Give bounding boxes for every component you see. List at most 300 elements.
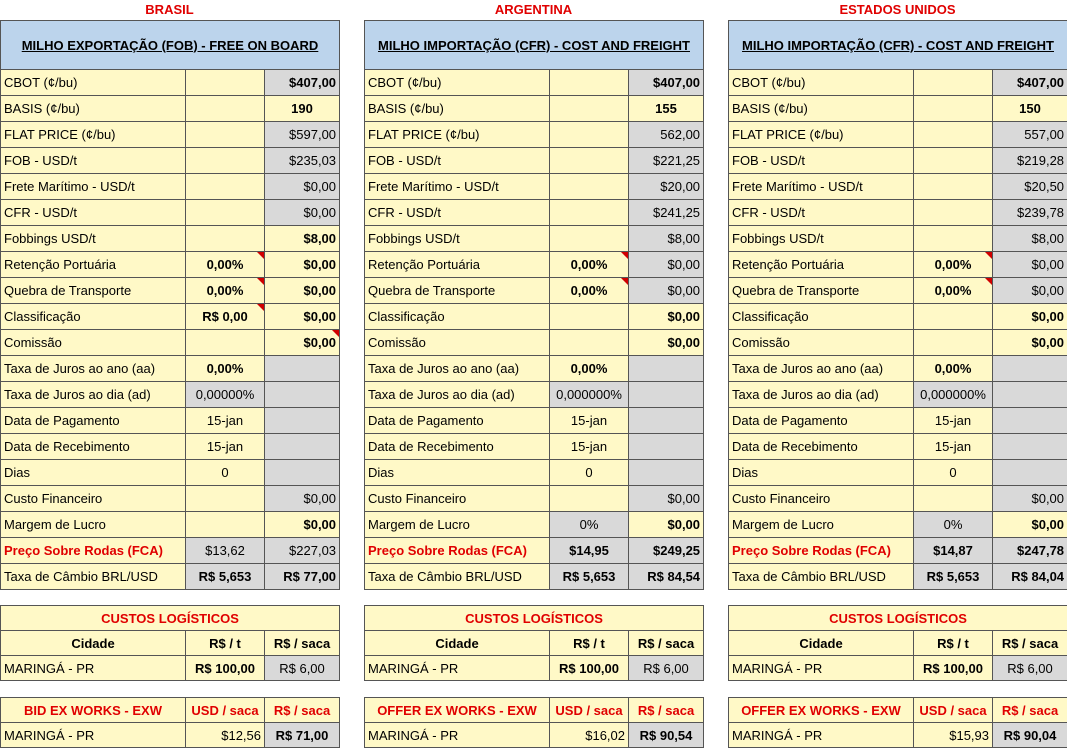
row-custo-financeiro	[365, 486, 704, 512]
cell-value[interactable]: $0,00	[265, 278, 340, 304]
cell-label[interactable]: Classificação	[365, 304, 550, 330]
exw-title[interactable]: BID EX WORKS - EXW	[1, 698, 186, 723]
cell-mid[interactable]	[550, 96, 629, 122]
cell-mid[interactable]: 0,00%	[186, 278, 265, 304]
panel-brasil	[0, 0, 339, 743]
cell-value[interactable]: $0,00	[993, 304, 1067, 330]
logistics-rt[interactable]: R$ 100,00	[550, 656, 629, 681]
row-dias	[729, 460, 1067, 486]
row-quebra	[1, 278, 340, 304]
cell-label[interactable]: Retenção Portuária	[729, 252, 914, 278]
col-header-brl[interactable]: R$ / saca	[265, 698, 340, 723]
row-recebimento	[365, 434, 704, 460]
cell-label[interactable]: FLAT PRICE (¢/bu)	[1, 122, 186, 148]
cell-label[interactable]: Margem de Lucro	[365, 512, 550, 538]
cell-label[interactable]: FOB - USD/t	[1, 148, 186, 174]
cell-mid[interactable]	[914, 70, 993, 96]
cell-value[interactable]: $0,00	[629, 278, 704, 304]
cell-mid[interactable]: 0,000000%	[550, 382, 629, 408]
logistics-rt[interactable]: R$ 100,00	[186, 656, 265, 681]
cell-value[interactable]: $0,00	[993, 486, 1067, 512]
cell-value[interactable]: $241,25	[629, 200, 704, 226]
cell-label[interactable]: Taxa de Juros ao ano (aa)	[365, 356, 550, 382]
row-basis	[1, 96, 340, 122]
cell-mid[interactable]: 0,00%	[186, 356, 265, 382]
country-title: ARGENTINA	[494, 2, 573, 17]
row-comissao	[729, 330, 1067, 356]
row-juros-aa	[729, 356, 1067, 382]
row-basis	[365, 96, 704, 122]
cell-label[interactable]: Classificação	[1, 304, 186, 330]
cell-mid[interactable]	[550, 70, 629, 96]
cell-label[interactable]: FOB - USD/t	[729, 148, 914, 174]
row-basis	[729, 96, 1067, 122]
logistics-table	[0, 605, 340, 681]
cell-label[interactable]: Quebra de Transporte	[729, 278, 914, 304]
cell-value[interactable]: $0,00	[265, 174, 340, 200]
cell-value[interactable]: $0,00	[629, 252, 704, 278]
col-header-usd[interactable]: USD / saca	[914, 698, 993, 723]
cell-value[interactable]: $247,78	[993, 538, 1067, 564]
cell-label[interactable]: Data de Pagamento	[729, 408, 914, 434]
row-frete	[1, 174, 340, 200]
row-dias	[365, 460, 704, 486]
cell-mid[interactable]: 0,00%	[914, 252, 993, 278]
cell-value[interactable]: $0,00	[993, 252, 1067, 278]
row-fobbings	[365, 226, 704, 252]
cell-value[interactable]: $0,00	[629, 304, 704, 330]
cell-value[interactable]	[265, 434, 340, 460]
cell-label[interactable]: Fobbings USD/t	[1, 226, 186, 252]
cell-label[interactable]: Dias	[365, 460, 550, 486]
col-header-city[interactable]: Cidade	[729, 631, 914, 656]
col-header-usd[interactable]: USD / saca	[186, 698, 265, 723]
cell-mid[interactable]	[186, 174, 265, 200]
cell-mid[interactable]: 0	[550, 460, 629, 486]
row-fca	[1, 538, 340, 564]
logistics-city[interactable]: MARINGÁ - PR	[729, 656, 914, 681]
cell-label[interactable]: Data de Recebimento	[365, 434, 550, 460]
logistics-table	[728, 605, 1067, 681]
logistics-rt[interactable]: R$ 100,00	[914, 656, 993, 681]
cell-label[interactable]: CFR - USD/t	[1, 200, 186, 226]
row-fobbings	[729, 226, 1067, 252]
row-retencao	[729, 252, 1067, 278]
cell-label[interactable]: Preço Sobre Rodas (FCA)	[1, 538, 186, 564]
cell-value[interactable]	[993, 356, 1067, 382]
cell-mid[interactable]	[550, 330, 629, 356]
cell-label[interactable]: Taxa de Câmbio BRL/USD	[729, 564, 914, 590]
table-title[interactable]: MILHO IMPORTAÇÃO (CFR) - COST AND FREIGHT	[729, 21, 1067, 70]
row-juros-aa	[365, 356, 704, 382]
cell-mid[interactable]: 0	[186, 460, 265, 486]
cell-value[interactable]: $8,00	[265, 226, 340, 252]
cell-label[interactable]: Data de Recebimento	[1, 434, 186, 460]
cell-value[interactable]: $0,00	[993, 330, 1067, 356]
cell-mid[interactable]	[186, 330, 265, 356]
row-classificacao	[1, 304, 340, 330]
row-cambio	[1, 564, 340, 590]
row-quebra	[729, 278, 1067, 304]
cell-label[interactable]: CBOT (¢/bu)	[729, 70, 914, 96]
cell-label[interactable]: Margem de Lucro	[729, 512, 914, 538]
cell-mid[interactable]: R$ 0,00	[186, 304, 265, 330]
cell-label[interactable]: Quebra de Transporte	[365, 278, 550, 304]
cell-label[interactable]: Taxa de Juros ao dia (ad)	[729, 382, 914, 408]
cell-mid[interactable]: R$ 5,653	[186, 564, 265, 590]
cell-value[interactable]: $0,00	[265, 252, 340, 278]
exw-table	[364, 697, 704, 748]
cell-label[interactable]: CFR - USD/t	[729, 200, 914, 226]
row-juros-ad	[365, 382, 704, 408]
cell-value[interactable]	[993, 434, 1067, 460]
cell-mid[interactable]	[914, 304, 993, 330]
row-frete	[729, 174, 1067, 200]
exw-city[interactable]: MARINGÁ - PR	[365, 723, 550, 748]
cell-label[interactable]: CBOT (¢/bu)	[365, 70, 550, 96]
cell-value[interactable]: $0,00	[993, 278, 1067, 304]
exw-usd[interactable]: $12,56	[186, 723, 265, 748]
exw-city[interactable]: MARINGÁ - PR	[1, 723, 186, 748]
cell-label[interactable]: BASIS (¢/bu)	[1, 96, 186, 122]
cell-value[interactable]: $407,00	[629, 70, 704, 96]
cell-value[interactable]: 155	[629, 96, 704, 122]
row-custo-financeiro	[729, 486, 1067, 512]
cell-label[interactable]: Taxa de Câmbio BRL/USD	[365, 564, 550, 590]
cell-mid[interactable]	[914, 96, 993, 122]
col-header-rt[interactable]: R$ / t	[186, 631, 265, 656]
cell-value[interactable]: $221,25	[629, 148, 704, 174]
col-header-rs[interactable]: R$ / saca	[993, 631, 1067, 656]
cell-value[interactable]: $219,28	[993, 148, 1067, 174]
exw-city[interactable]: MARINGÁ - PR	[729, 723, 914, 748]
cell-value[interactable]: $0,00	[265, 512, 340, 538]
cell-value[interactable]	[993, 408, 1067, 434]
cell-label[interactable]: Custo Financeiro	[729, 486, 914, 512]
cell-label[interactable]: Data de Recebimento	[729, 434, 914, 460]
cell-value[interactable]: $227,03	[265, 538, 340, 564]
cell-value[interactable]: 190	[265, 96, 340, 122]
cell-label[interactable]: Dias	[1, 460, 186, 486]
cell-mid[interactable]	[186, 96, 265, 122]
cell-value[interactable]: $20,00	[629, 174, 704, 200]
table-header-row	[729, 21, 1067, 70]
row-margem	[1, 512, 340, 538]
cell-mid[interactable]: 15-jan	[186, 434, 265, 460]
cell-label[interactable]: Comissão	[365, 330, 550, 356]
cell-value[interactable]: 557,00	[993, 122, 1067, 148]
row-juros-ad	[1, 382, 340, 408]
row-retencao	[365, 252, 704, 278]
panel-argentina	[364, 0, 703, 743]
cell-mid[interactable]	[914, 122, 993, 148]
cell-value[interactable]	[993, 460, 1067, 486]
row-fob	[365, 148, 704, 174]
exw-brl[interactable]: R$ 90,04	[993, 723, 1067, 748]
cell-mid[interactable]	[550, 200, 629, 226]
row-cbot	[1, 70, 340, 96]
cell-mid[interactable]	[550, 122, 629, 148]
cell-value[interactable]	[265, 408, 340, 434]
pricing-table	[728, 20, 1067, 590]
cell-value[interactable]: R$ 84,54	[629, 564, 704, 590]
row-fca	[365, 538, 704, 564]
cell-mid[interactable]	[914, 148, 993, 174]
cell-value[interactable]	[265, 460, 340, 486]
logistics-rs[interactable]: R$ 6,00	[629, 656, 704, 681]
cell-mid[interactable]	[550, 174, 629, 200]
cell-mid[interactable]: R$ 5,653	[914, 564, 993, 590]
cell-value[interactable]: $20,50	[993, 174, 1067, 200]
row-quebra	[365, 278, 704, 304]
cell-mid[interactable]: 0%	[914, 512, 993, 538]
logistics-title[interactable]: CUSTOS LOGÍSTICOS	[729, 606, 1067, 631]
cell-mid[interactable]: R$ 5,653	[550, 564, 629, 590]
exw-table	[728, 697, 1067, 748]
row-comissao	[1, 330, 340, 356]
cell-label[interactable]: Data de Pagamento	[365, 408, 550, 434]
cell-mid[interactable]: $14,95	[550, 538, 629, 564]
cell-mid[interactable]: 0,00%	[914, 356, 993, 382]
cell-mid[interactable]: 15-jan	[914, 434, 993, 460]
cell-value[interactable]	[629, 434, 704, 460]
col-header-usd[interactable]: USD / saca	[550, 698, 629, 723]
cell-value[interactable]	[629, 408, 704, 434]
cell-mid[interactable]: 0,00%	[186, 252, 265, 278]
row-cbot	[729, 70, 1067, 96]
row-cfr	[729, 200, 1067, 226]
row-pagamento	[1, 408, 340, 434]
cell-label[interactable]: CBOT (¢/bu)	[1, 70, 186, 96]
exw-usd[interactable]: $15,93	[914, 723, 993, 748]
cell-mid[interactable]: 0	[914, 460, 993, 486]
cell-value[interactable]: $0,00	[265, 200, 340, 226]
table-header-row	[1, 21, 340, 70]
cell-label[interactable]: BASIS (¢/bu)	[365, 96, 550, 122]
cell-value[interactable]: $0,00	[265, 486, 340, 512]
cell-mid[interactable]: 15-jan	[186, 408, 265, 434]
country-title: ESTADOS UNIDOS	[839, 2, 956, 17]
cell-label[interactable]: Preço Sobre Rodas (FCA)	[729, 538, 914, 564]
cell-value[interactable]: $407,00	[993, 70, 1067, 96]
row-margem	[365, 512, 704, 538]
cell-label[interactable]: Frete Marítimo - USD/t	[729, 174, 914, 200]
col-header-brl[interactable]: R$ / saca	[629, 698, 704, 723]
logistics-city[interactable]: MARINGÁ - PR	[365, 656, 550, 681]
row-margem	[729, 512, 1067, 538]
cell-value[interactable]: $597,00	[265, 122, 340, 148]
cell-label[interactable]: Classificação	[729, 304, 914, 330]
cell-mid[interactable]	[186, 226, 265, 252]
cell-value[interactable]	[993, 382, 1067, 408]
logistics-rs[interactable]: R$ 6,00	[993, 656, 1067, 681]
row-cfr	[1, 200, 340, 226]
exw-table	[0, 697, 340, 748]
cell-mid[interactable]: 0,00%	[550, 278, 629, 304]
exw-brl[interactable]: R$ 71,00	[265, 723, 340, 748]
col-header-city[interactable]: Cidade	[1, 631, 186, 656]
cell-value[interactable]: R$ 84,04	[993, 564, 1067, 590]
cell-mid[interactable]: 15-jan	[550, 408, 629, 434]
cell-label[interactable]: Retenção Portuária	[365, 252, 550, 278]
cell-mid[interactable]: 15-jan	[914, 408, 993, 434]
cell-mid[interactable]: 0,00%	[550, 356, 629, 382]
cell-mid[interactable]	[550, 226, 629, 252]
cell-value[interactable]	[629, 460, 704, 486]
cell-mid[interactable]: $14,87	[914, 538, 993, 564]
row-classificacao	[729, 304, 1067, 330]
cell-mid[interactable]	[914, 226, 993, 252]
cell-value[interactable]: $0,00	[993, 512, 1067, 538]
row-flat-price	[1, 122, 340, 148]
cell-mid[interactable]: 15-jan	[550, 434, 629, 460]
col-header-brl[interactable]: R$ / saca	[993, 698, 1067, 723]
cell-mid[interactable]: 0,00%	[550, 252, 629, 278]
cell-value[interactable]: 150	[993, 96, 1067, 122]
cell-value[interactable]	[629, 356, 704, 382]
cell-mid[interactable]	[550, 148, 629, 174]
cell-value[interactable]	[629, 382, 704, 408]
cell-mid[interactable]	[186, 486, 265, 512]
row-juros-aa	[1, 356, 340, 382]
row-classificacao	[365, 304, 704, 330]
cell-label[interactable]: Comissão	[729, 330, 914, 356]
cell-label[interactable]: Custo Financeiro	[1, 486, 186, 512]
row-cambio	[729, 564, 1067, 590]
cell-mid[interactable]	[186, 70, 265, 96]
cell-value[interactable]: $8,00	[629, 226, 704, 252]
country-title: BRASIL	[145, 2, 194, 17]
cell-value[interactable]: $235,03	[265, 148, 340, 174]
logistics-title[interactable]: CUSTOS LOGÍSTICOS	[365, 606, 704, 631]
panel-estados-unidos	[728, 0, 1067, 743]
exw-title[interactable]: OFFER EX WORKS - EXW	[729, 698, 914, 723]
cell-label[interactable]: Retenção Portuária	[1, 252, 186, 278]
row-fob	[729, 148, 1067, 174]
cell-label[interactable]: Comissão	[1, 330, 186, 356]
cell-mid[interactable]	[186, 512, 265, 538]
row-cambio	[365, 564, 704, 590]
cell-mid[interactable]	[914, 330, 993, 356]
pricing-table	[0, 20, 340, 590]
cell-value[interactable]	[265, 382, 340, 408]
cell-value[interactable]: $239,78	[993, 200, 1067, 226]
row-frete	[365, 174, 704, 200]
row-comissao	[365, 330, 704, 356]
logistics-city[interactable]: MARINGÁ - PR	[1, 656, 186, 681]
cell-label[interactable]: Fobbings USD/t	[729, 226, 914, 252]
cell-label[interactable]: Frete Marítimo - USD/t	[1, 174, 186, 200]
row-pagamento	[729, 408, 1067, 434]
cell-label[interactable]: Preço Sobre Rodas (FCA)	[365, 538, 550, 564]
cell-mid[interactable]: 0,00000%	[186, 382, 265, 408]
cell-mid[interactable]	[914, 200, 993, 226]
cell-label[interactable]: Data de Pagamento	[1, 408, 186, 434]
cell-label[interactable]: FLAT PRICE (¢/bu)	[365, 122, 550, 148]
cell-label[interactable]: Custo Financeiro	[365, 486, 550, 512]
cell-value[interactable]: $407,00	[265, 70, 340, 96]
row-dias	[1, 460, 340, 486]
col-header-rt[interactable]: R$ / t	[914, 631, 993, 656]
row-fob	[1, 148, 340, 174]
cell-label[interactable]: Taxa de Câmbio BRL/USD	[1, 564, 186, 590]
col-header-city[interactable]: Cidade	[365, 631, 550, 656]
row-recebimento	[1, 434, 340, 460]
logistics-table	[364, 605, 704, 681]
table-title[interactable]: MILHO IMPORTAÇÃO (CFR) - COST AND FREIGHT	[365, 21, 704, 70]
cell-label[interactable]: Quebra de Transporte	[1, 278, 186, 304]
cell-value[interactable]: R$ 77,00	[265, 564, 340, 590]
row-cbot	[365, 70, 704, 96]
row-flat-price	[365, 122, 704, 148]
col-header-rt[interactable]: R$ / t	[550, 631, 629, 656]
cell-label[interactable]: Frete Marítimo - USD/t	[365, 174, 550, 200]
cell-mid[interactable]: 0,000000%	[914, 382, 993, 408]
col-header-rs[interactable]: R$ / saca	[629, 631, 704, 656]
row-retencao	[1, 252, 340, 278]
row-fca	[729, 538, 1067, 564]
logistics-rs[interactable]: R$ 6,00	[265, 656, 340, 681]
cell-label[interactable]: Fobbings USD/t	[365, 226, 550, 252]
cell-value[interactable]: $8,00	[993, 226, 1067, 252]
cell-mid[interactable]	[550, 486, 629, 512]
cell-value[interactable]: $0,00	[629, 512, 704, 538]
cell-label[interactable]: Taxa de Juros ao ano (aa)	[729, 356, 914, 382]
table-title[interactable]: MILHO EXPORTAÇÃO (FOB) - FREE ON BOARD	[1, 21, 340, 70]
cell-mid[interactable]	[186, 200, 265, 226]
row-recebimento	[729, 434, 1067, 460]
row-flat-price	[729, 122, 1067, 148]
cell-mid[interactable]: 0,00%	[914, 278, 993, 304]
row-pagamento	[365, 408, 704, 434]
row-cfr	[365, 200, 704, 226]
cell-value[interactable]: $249,25	[629, 538, 704, 564]
cell-label[interactable]: CFR - USD/t	[365, 200, 550, 226]
pricing-table	[364, 20, 704, 590]
cell-mid[interactable]: 0%	[550, 512, 629, 538]
cell-value[interactable]: $0,00	[629, 486, 704, 512]
exw-title[interactable]: OFFER EX WORKS - EXW	[365, 698, 550, 723]
row-fobbings	[1, 226, 340, 252]
cell-value[interactable]: $0,00	[265, 330, 340, 356]
row-juros-ad	[729, 382, 1067, 408]
cell-value[interactable]	[265, 356, 340, 382]
cell-label[interactable]: Taxa de Juros ao dia (ad)	[1, 382, 186, 408]
cell-label[interactable]: FLAT PRICE (¢/bu)	[729, 122, 914, 148]
cell-label[interactable]: Dias	[729, 460, 914, 486]
cell-mid[interactable]	[186, 148, 265, 174]
cell-value[interactable]: $0,00	[265, 304, 340, 330]
exw-brl[interactable]: R$ 90,54	[629, 723, 704, 748]
cell-value[interactable]: $0,00	[629, 330, 704, 356]
table-header-row	[365, 21, 704, 70]
cell-label[interactable]: Taxa de Juros ao dia (ad)	[365, 382, 550, 408]
col-header-rs[interactable]: R$ / saca	[265, 631, 340, 656]
cell-label[interactable]: Taxa de Juros ao ano (aa)	[1, 356, 186, 382]
exw-usd[interactable]: $16,02	[550, 723, 629, 748]
cell-mid[interactable]: $13,62	[186, 538, 265, 564]
cell-mid[interactable]	[914, 486, 993, 512]
cell-mid[interactable]	[914, 174, 993, 200]
cell-mid[interactable]	[550, 304, 629, 330]
logistics-title[interactable]: CUSTOS LOGÍSTICOS	[1, 606, 340, 631]
cell-label[interactable]: FOB - USD/t	[365, 148, 550, 174]
cell-mid[interactable]	[186, 122, 265, 148]
row-custo-financeiro	[1, 486, 340, 512]
cell-value[interactable]: 562,00	[629, 122, 704, 148]
cell-label[interactable]: BASIS (¢/bu)	[729, 96, 914, 122]
cell-label[interactable]: Margem de Lucro	[1, 512, 186, 538]
